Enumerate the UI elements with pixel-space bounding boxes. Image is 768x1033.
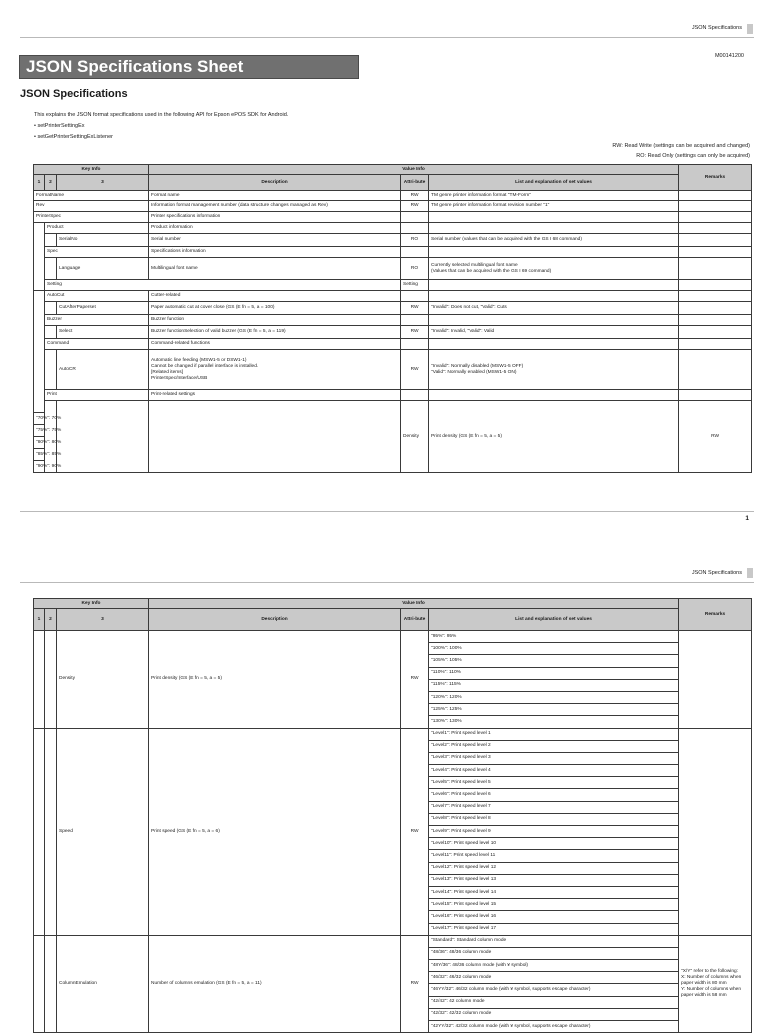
value-cell: "95%": 95% <box>429 631 679 643</box>
value-cell: "105%": 105% <box>429 655 679 667</box>
value-cell: "42/32": 42/32 column mode <box>429 1008 679 1020</box>
running-header: JSON Specifications <box>691 570 742 576</box>
value-cell <box>429 315 679 326</box>
description-cell: Setting <box>401 280 429 291</box>
key-cell: CutAfterPaperset <box>57 302 149 315</box>
indent-cell <box>149 401 401 473</box>
table-row <box>34 280 752 291</box>
description-header: Description <box>149 175 401 191</box>
table-row <box>34 258 752 280</box>
key-cell: Select <box>57 326 149 339</box>
intro-text: This explains the JSON format specifications used in the following API for Epson ePOS SDK for Android. <box>34 112 289 118</box>
api-item: • setGetPrinterSettingExListener <box>34 134 113 140</box>
table-row <box>34 350 752 390</box>
value-cell: "Invalid": Normally disabled (MSW1-5 OFF) "Valid": Normally enabled (MSW1-5 ON) <box>429 350 679 390</box>
remarks-cell: "X/Y" refer to the following: X: Number of columns when paper width is 80 mm Y: Number of columns when paper width is 58 mm <box>679 935 752 1033</box>
attribute-header: Attri-bute <box>401 609 429 631</box>
remarks-cell <box>679 728 752 935</box>
attribute-cell <box>401 315 429 326</box>
value-cell: "Level3": Print speed level 3 <box>429 752 679 764</box>
table-row <box>34 935 752 947</box>
value-cell <box>429 223 679 234</box>
value-cell: "Level2": Print speed level 2 <box>429 740 679 752</box>
api-item: • setPrinterSettingEx <box>34 123 85 129</box>
description-cell: Print density (GS (E fn = 5, a = 5) <box>429 401 679 473</box>
table-row <box>34 326 752 339</box>
remarks-cell <box>679 291 752 302</box>
remarks-cell <box>679 258 752 280</box>
value-cell: "90%": 90% <box>34 461 45 473</box>
key-info-header: Key Info <box>34 165 149 175</box>
value-cell: "Level6": Print speed level 6 <box>429 789 679 801</box>
remarks-cell <box>679 212 752 223</box>
attribute-cell: RW <box>679 401 752 473</box>
indent-cell <box>45 728 57 935</box>
value-cell: "115%": 115% <box>429 679 679 691</box>
value-cell: "48/36": 48/36 column mode <box>429 947 679 959</box>
table-row <box>34 234 752 247</box>
value-cell: "Level14": Print speed level 14 <box>429 886 679 898</box>
table-row <box>34 728 752 740</box>
table-row <box>34 191 752 201</box>
values-header: List and explanation of set values <box>429 609 679 631</box>
key-cell: Command <box>45 339 149 350</box>
key-cell: Spec <box>45 247 149 258</box>
table-row <box>34 315 752 326</box>
value-cell <box>429 212 679 223</box>
indent-cell <box>34 728 45 935</box>
value-cell <box>429 291 679 302</box>
key-info-header: Key Info <box>34 599 149 609</box>
remarks-cell <box>679 201 752 212</box>
value-info-header: Value Info <box>149 599 679 609</box>
attribute-cell <box>401 390 429 401</box>
doc-code: M00141200 <box>714 53 744 59</box>
level-2-header: 2 <box>45 609 57 631</box>
key-cell: ColumnEmulation <box>57 935 149 1033</box>
description-cell: Cutter-related <box>149 291 401 302</box>
value-cell: "Level4": Print speed level 4 <box>429 765 679 777</box>
value-cell: "42YY/32": 42/32 column mode (with ¥ symbol, supports escape character) <box>429 1021 679 1033</box>
description-cell: Multilingual font name <box>149 258 401 280</box>
indent-cell <box>45 350 57 390</box>
description-cell: Number of columns emulation (GS (E fn = 5, a = 11) <box>149 935 401 1033</box>
level-1-header: 1 <box>34 609 45 631</box>
key-cell: AutoCut <box>45 291 149 302</box>
value-line: Currently selected multilingual font name <box>431 262 518 268</box>
value-cell: "110%": 110% <box>429 667 679 679</box>
key-cell: Setting <box>45 280 401 291</box>
description-cell: Print density (GS (E fn = 5, a = 5) <box>149 631 401 729</box>
value-cell: "Level9": Print speed level 9 <box>429 826 679 838</box>
key-cell: Density <box>401 401 429 473</box>
value-cell: "75%": 75% <box>34 425 45 437</box>
value-cell <box>429 390 679 401</box>
level-3-header: 3 <box>57 609 149 631</box>
description-cell: Buzzer functionSelection of valid buzzer (GS (E fn = 5, a = 119) <box>149 326 401 339</box>
value-cell: "Level16": Print speed level 16 <box>429 911 679 923</box>
value-cell: "Level7": Print speed level 7 <box>429 801 679 813</box>
value-cell <box>679 280 752 291</box>
value-cell: "Invalid": Does not cut, "Valid": Cuts <box>429 302 679 315</box>
value-cell: "46/32": 46/32 column mode <box>429 972 679 984</box>
remarks-cell <box>679 390 752 401</box>
attribute-cell <box>401 212 429 223</box>
indent-cell <box>45 302 57 315</box>
description-cell: Serial number <box>149 234 401 247</box>
table-row <box>34 212 752 223</box>
level-3-header: 3 <box>57 175 149 191</box>
value-cell: "130%": 130% <box>429 716 679 728</box>
table-row <box>34 247 752 258</box>
header-marker <box>747 568 753 578</box>
legend-ro: RO: Read Only (settings can only be acquired) <box>636 153 750 159</box>
key-cell: PrinterSpec <box>34 212 149 223</box>
attribute-cell: RW <box>401 191 429 201</box>
value-cell: "Level13": Print speed level 13 <box>429 874 679 886</box>
remarks-cell <box>679 315 752 326</box>
sheet-title: JSON Specifications Sheet <box>26 57 244 76</box>
value-cell: "Invalid": Invalid, "Valid": Valid <box>429 326 679 339</box>
indent-cell <box>45 258 57 280</box>
indent-cell <box>34 631 45 729</box>
value-cell: "42/42": 42 column mode <box>429 996 679 1008</box>
value-cell: "Level11": Print speed level 11 <box>429 850 679 862</box>
key-cell: Buzzer <box>45 315 149 326</box>
value-cell: TM genre printer information format "TM-Form" <box>429 191 679 201</box>
key-cell: Speed <box>57 728 149 935</box>
value-cell: "70%": 70% <box>34 413 45 425</box>
attribute-cell: RO <box>401 234 429 247</box>
value-cell: "Level10": Print speed level 10 <box>429 838 679 850</box>
attribute-cell: RW <box>401 350 429 390</box>
attribute-cell: RW <box>401 728 429 935</box>
page-number: 1 <box>745 515 749 522</box>
page1-footer-rule <box>20 511 754 512</box>
key-cell: Language <box>57 258 149 280</box>
table-row <box>34 223 752 234</box>
description-cell: Information format management number (data structure changes managed as Rev) <box>149 201 401 212</box>
key-cell: AutoCR <box>57 350 149 390</box>
value-cell: Serial number (values that can be acquired with the GS I 68 command) <box>429 234 679 247</box>
description-cell: Format name <box>149 191 401 201</box>
description-cell: Buzzer function <box>149 315 401 326</box>
indent-cell <box>34 935 45 1033</box>
indent-cell <box>45 401 57 473</box>
value-cell: "125%": 125% <box>429 704 679 716</box>
value-cell <box>429 258 679 280</box>
value-cell: "46YY/32": 46/32 column mode (with ¥ symbol, supports escape character) <box>429 984 679 996</box>
description-cell: Print speed (GS (E fn = 5, a = 6) <box>149 728 401 935</box>
attribute-header: Attri-bute <box>401 175 429 191</box>
value-line: (Values that can be acquired with the GS I 69 command) <box>431 268 552 274</box>
value-cell: "85%": 85% <box>34 449 45 461</box>
table-row <box>34 339 752 350</box>
remarks-header: Remarks <box>679 599 752 631</box>
attribute-cell: RW <box>401 201 429 212</box>
remarks-cell <box>679 326 752 339</box>
description-cell: Automatic line feeding (MSW1-5 or DSW1-1) Cannot be changed if parallel interface is installed. [Related items] PrinterSpec/Interface/USB <box>149 350 401 390</box>
indent-cell <box>34 223 45 291</box>
indent-cell <box>57 401 149 473</box>
attribute-cell: RW <box>401 302 429 315</box>
legend-rw: RW: Read Write (settings can be acquired and changed) <box>612 143 750 149</box>
key-cell: Density <box>57 631 149 729</box>
key-cell: SerialNo <box>57 234 149 247</box>
attribute-cell <box>401 247 429 258</box>
remarks-cell <box>679 191 752 201</box>
indent-cell <box>45 935 57 1033</box>
attribute-cell: RW <box>401 935 429 1033</box>
description-cell: Paper automatic cut at cover close (GS (E fn = 5, a = 100) <box>149 302 401 315</box>
values-header: List and explanation of set values <box>429 175 679 191</box>
table-row <box>34 201 752 212</box>
value-cell: "Level5": Print speed level 5 <box>429 777 679 789</box>
indent-cell <box>45 326 57 339</box>
key-cell: Print <box>45 390 149 401</box>
remarks-cell <box>679 223 752 234</box>
value-cell: "Level8": Print speed level 8 <box>429 813 679 825</box>
section-title: JSON Specifications <box>20 88 128 100</box>
value-cell: "100%": 100% <box>429 643 679 655</box>
level-2-header: 2 <box>45 175 57 191</box>
value-cell: "Level12": Print speed level 12 <box>429 862 679 874</box>
remarks-header: Remarks <box>679 165 752 191</box>
value-cell: "Level1": Print speed level 1 <box>429 728 679 740</box>
attribute-cell: RW <box>401 326 429 339</box>
header-rule <box>20 582 754 583</box>
running-header: JSON Specifications <box>691 25 742 31</box>
value-cell: "Level17": Print speed level 17 <box>429 923 679 935</box>
description-cell: Product information <box>149 223 401 234</box>
header-rule <box>20 37 754 38</box>
table-row <box>34 390 752 401</box>
description-cell: Print-related settings <box>149 390 401 401</box>
value-cell: "Level15": Print speed level 15 <box>429 899 679 911</box>
indent-cell <box>34 291 45 413</box>
spec-table-page2 <box>33 598 752 1033</box>
level-1-header: 1 <box>34 175 45 191</box>
remarks-cell <box>679 234 752 247</box>
remarks-cell <box>679 247 752 258</box>
table-row <box>34 302 752 315</box>
indent-cell <box>45 234 57 247</box>
indent-cell <box>45 631 57 729</box>
attribute-cell: RW <box>401 631 429 729</box>
attribute-cell: RO <box>401 258 429 280</box>
description-cell: Printer specifications information <box>149 212 401 223</box>
key-cell: FormatName <box>34 191 149 201</box>
value-cell <box>429 247 679 258</box>
description-cell: Command-related functions <box>149 339 401 350</box>
header-marker <box>747 24 753 34</box>
table-row <box>34 291 752 302</box>
attribute-cell <box>401 223 429 234</box>
value-info-header: Value Info <box>149 165 679 175</box>
value-cell: "48Y/36": 48/36 column mode (with ¥ symbol) <box>429 960 679 972</box>
table-row <box>34 631 752 643</box>
value-cell: "80%": 80% <box>34 437 45 449</box>
attribute-cell <box>429 280 679 291</box>
attribute-cell <box>401 339 429 350</box>
key-cell: Rev <box>34 201 149 212</box>
remarks-cell <box>679 631 752 729</box>
remarks-cell <box>679 302 752 315</box>
spec-table-page1 <box>33 164 752 473</box>
value-cell: TM genre printer information format revision number "1" <box>429 201 679 212</box>
description-header: Description <box>149 609 401 631</box>
value-cell: "Standard": Standard column mode <box>429 935 679 947</box>
value-cell: "120%": 120% <box>429 691 679 703</box>
sheet-title-bar <box>19 55 359 79</box>
description-cell: Specifications information <box>149 247 401 258</box>
table-row <box>34 401 752 413</box>
attribute-cell <box>401 291 429 302</box>
value-cell <box>429 339 679 350</box>
key-cell: Product <box>45 223 149 234</box>
remarks-cell <box>679 339 752 350</box>
remarks-cell <box>679 350 752 390</box>
